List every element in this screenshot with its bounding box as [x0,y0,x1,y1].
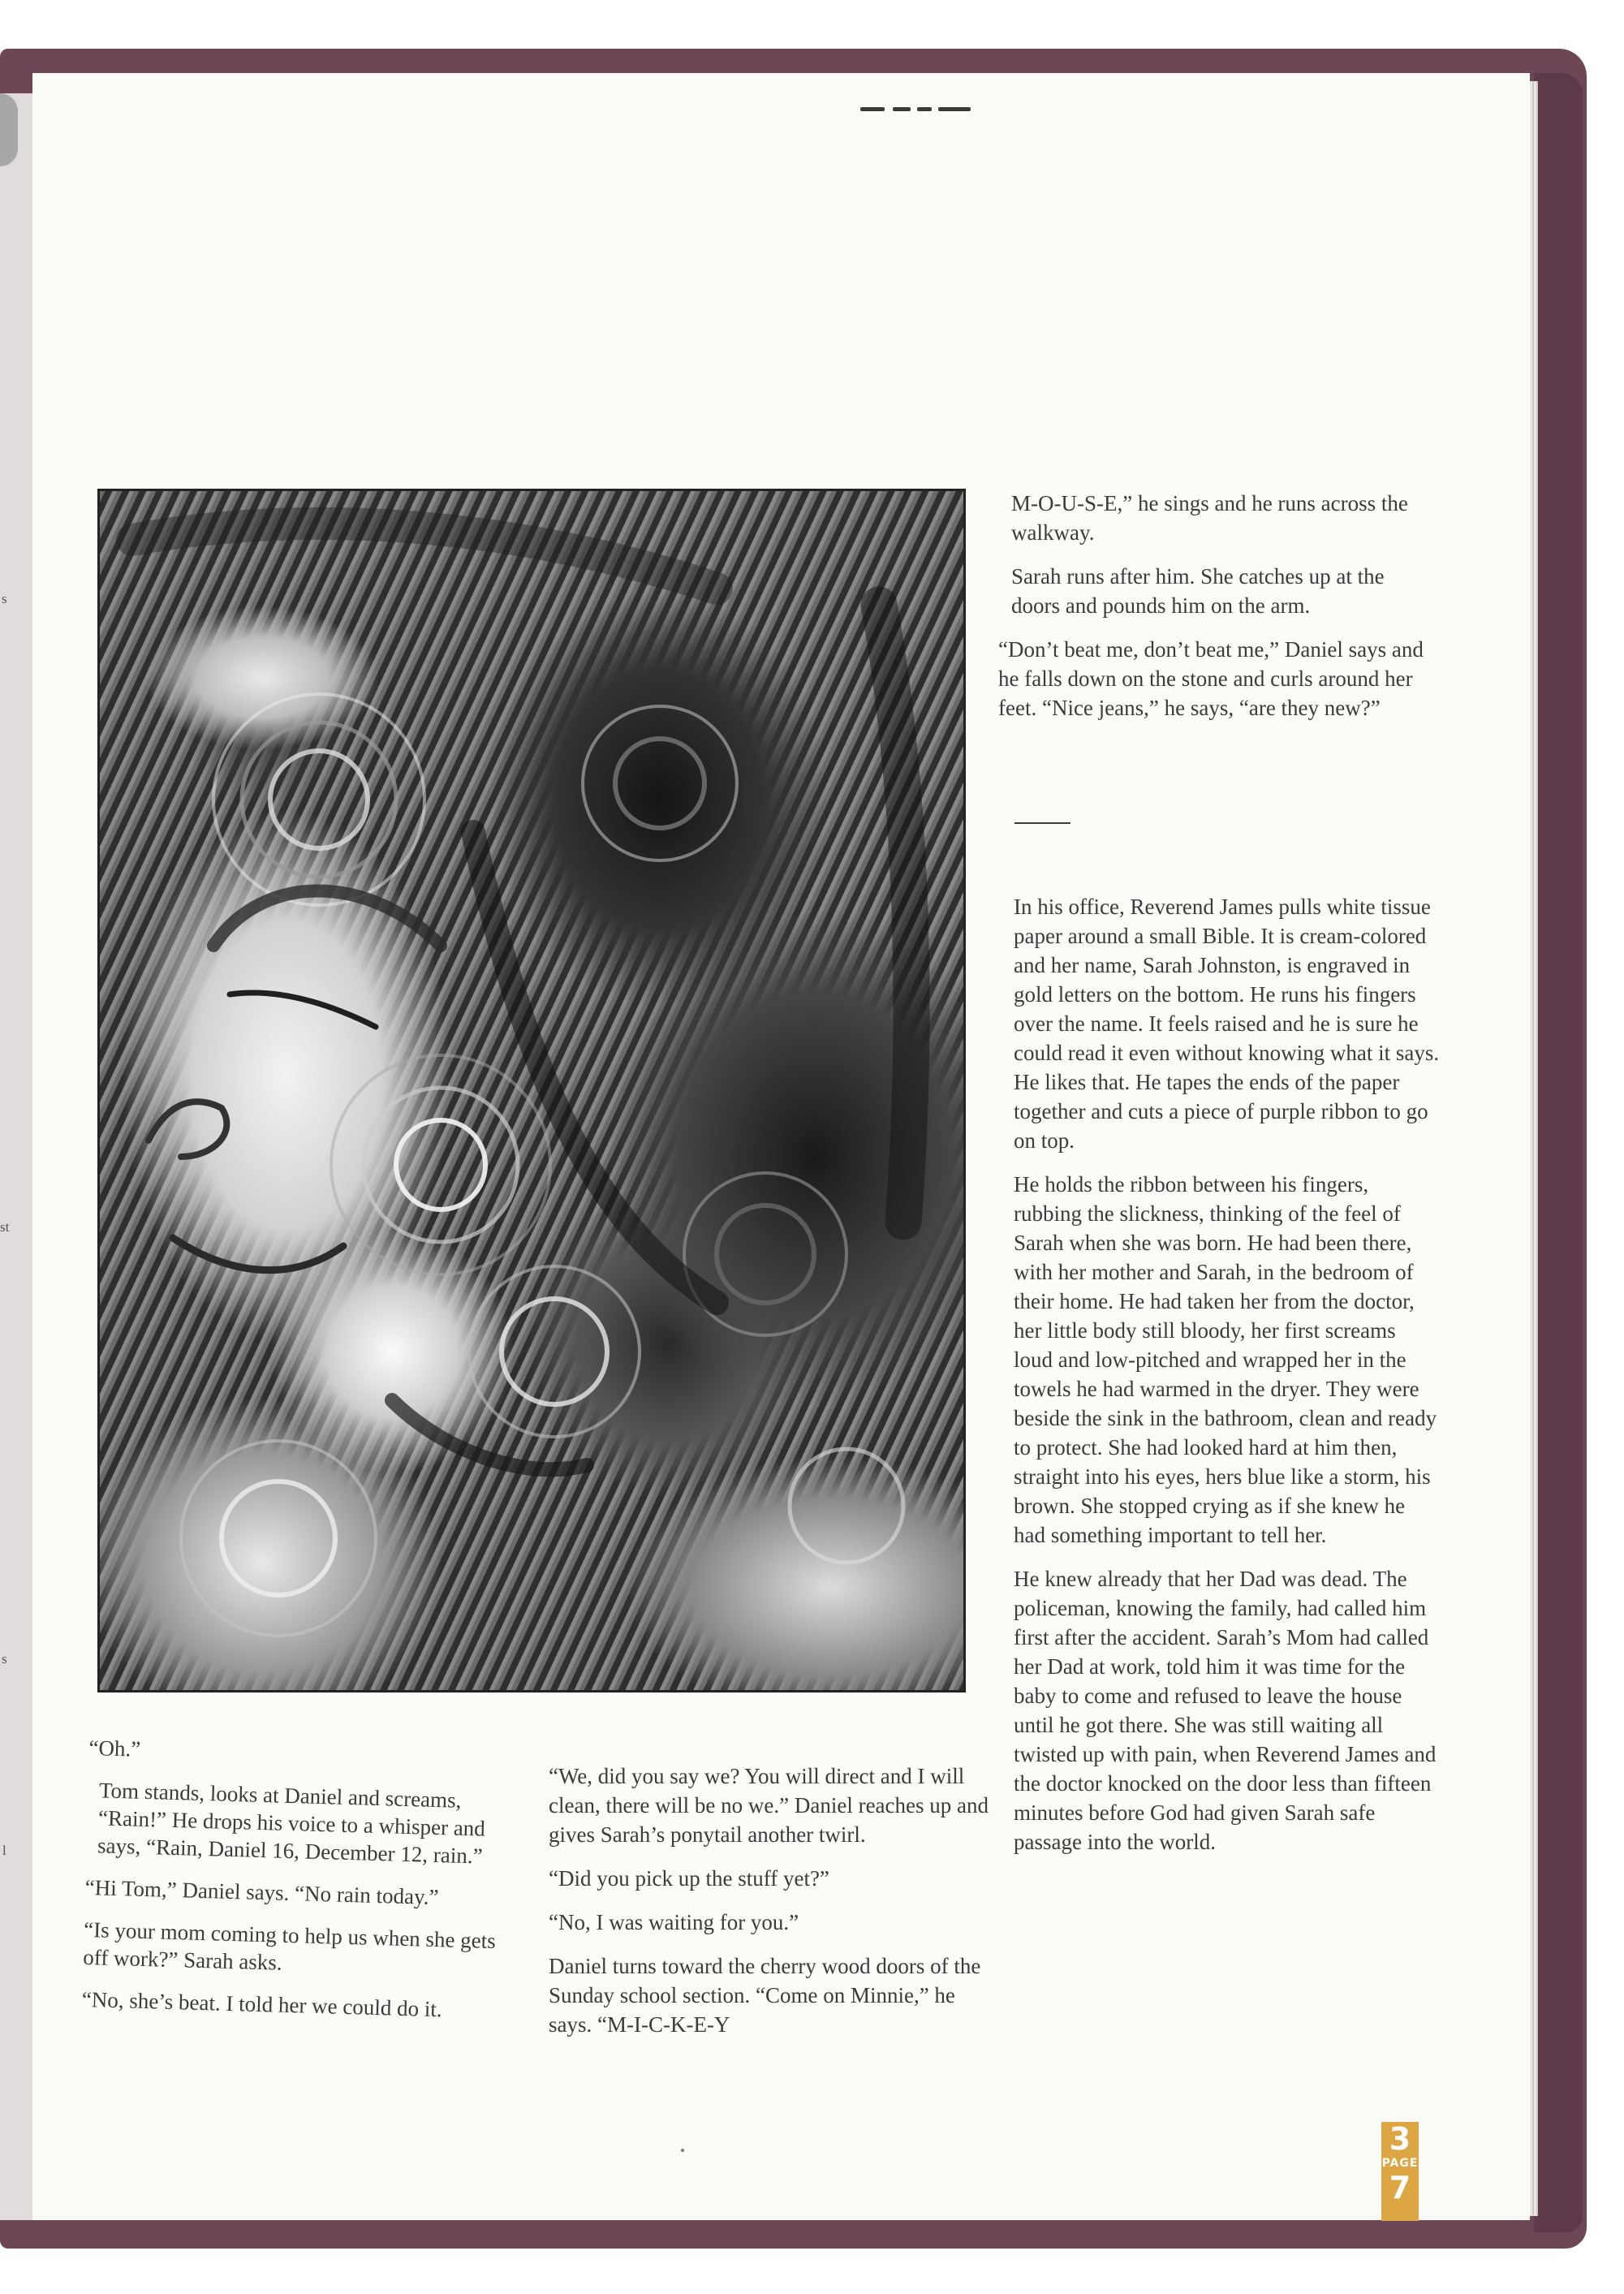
paragraph: Daniel turns toward the cherry wood doors of the Sunday school section. “Come on Minnie,” he says. “M-I-C-K-E-Y [549,1954,981,2037]
charcoal-portrait-illustration [97,489,966,1692]
gutter-text-fragment: st [0,1219,10,1235]
paragraph: M-O-U-S-E,” he sings and he runs across the walkway. [1011,491,1408,545]
section-divider [1014,822,1070,824]
page-label: PAGE [1381,2157,1419,2170]
gutter-text-fragment: s [2,1651,7,1667]
page-number: 7 [1389,2170,1411,2206]
paragraph: “We, did you say we? You will direct and I will clean, there will be no we.” Daniel reaches up and gives Sarah’s ponytail another twirl. [549,1764,989,1847]
cropped-header-remnant [860,104,982,119]
paragraph: Tom stands, looks at Daniel and screams, “Rain!” He drops his voice to a whisper and says, “Rain, Daniel 16, December 12, rain.” [97,1778,486,1869]
previous-page-edge [0,93,33,2220]
paragraph: “No, she’s beat. I told her we could do it. [81,1986,443,2022]
paragraph: Sarah runs after him. She catches up at the doors and pounds him on the arm. [1011,564,1385,618]
paragraph: “Hi Tom,” Daniel says. “No rain today.” [84,1874,439,1910]
paragraph: “Is your mom coming to help us when she gets off work?” Sarah asks. [82,1917,497,1975]
story-column-right-bottom [1014,892,1440,1871]
story-column-bottom-left [81,1734,532,2040]
page-number-badge [1381,2122,1419,2221]
paragraph: “Did you pick up the stuff yet?” [549,1866,829,1891]
gutter-text-fragment: l [2,1843,6,1858]
paragraph: He holds the ribbon between his fingers, rubbing the slickness, thinking of the feel of Sarah when she was born. He had been there, with her mother and Sarah, in the bedroom of their home. He had taken her from the doctor, her little body still bloody, her first screams loud and low-pitched and wrapped her in the towels he had warmed in the dryer. They were beside the sink in the bathroom, clean and ready to protect. She had looked hard at him then, straight into his eyes, hers blue like a storm, his brown. She stopped crying as if she knew he had something important to tell her. [1014,1172,1437,1547]
paragraph: In his office, Reverend James pulls white tissue paper around a small Bible. It is cream-colored and her name, Sarah Johnston, is engraved in gold letters on the bottom. He runs his fingers over the name. It feels raised and he is sure he could read it even without knowing what it says. He likes that. He tapes the ends of the paper together and cuts a piece of purple ribbon to go on top. [1014,895,1440,1153]
story-column-right-top [998,489,1437,737]
paragraph: He knew already that her Dad was dead. The policeman, knowing the family, had called him first after the accident. Sarah’s Mom had called her Dad at work, told him it was time for the baby to come and refused to leave the house until he got there. She was still waiting all twisted up with pain, when Reverend James and the doctor knocked on the door less than fifteen minutes before God had given Sarah safe passage into the world. [1014,1567,1437,1854]
page-speck [681,2149,684,2152]
paragraph: “Don’t beat me, don’t beat me,” Daniel says and he falls down on the stone and curls around her feet. “Nice jeans,” he says, “are they new?” [998,637,1424,720]
section-number: 3 [1389,2121,1411,2157]
story-column-bottom-middle [549,1761,991,2054]
paragraph: “No, I was waiting for you.” [549,1910,799,1934]
page-curl [0,93,18,166]
screen-top-margin [0,0,1624,49]
paragraph: “Oh.” [88,1735,141,1761]
portrait-swirls [100,491,963,1690]
book-cover-edge [1534,73,1583,2232]
gutter-text-fragment: s [2,591,7,606]
